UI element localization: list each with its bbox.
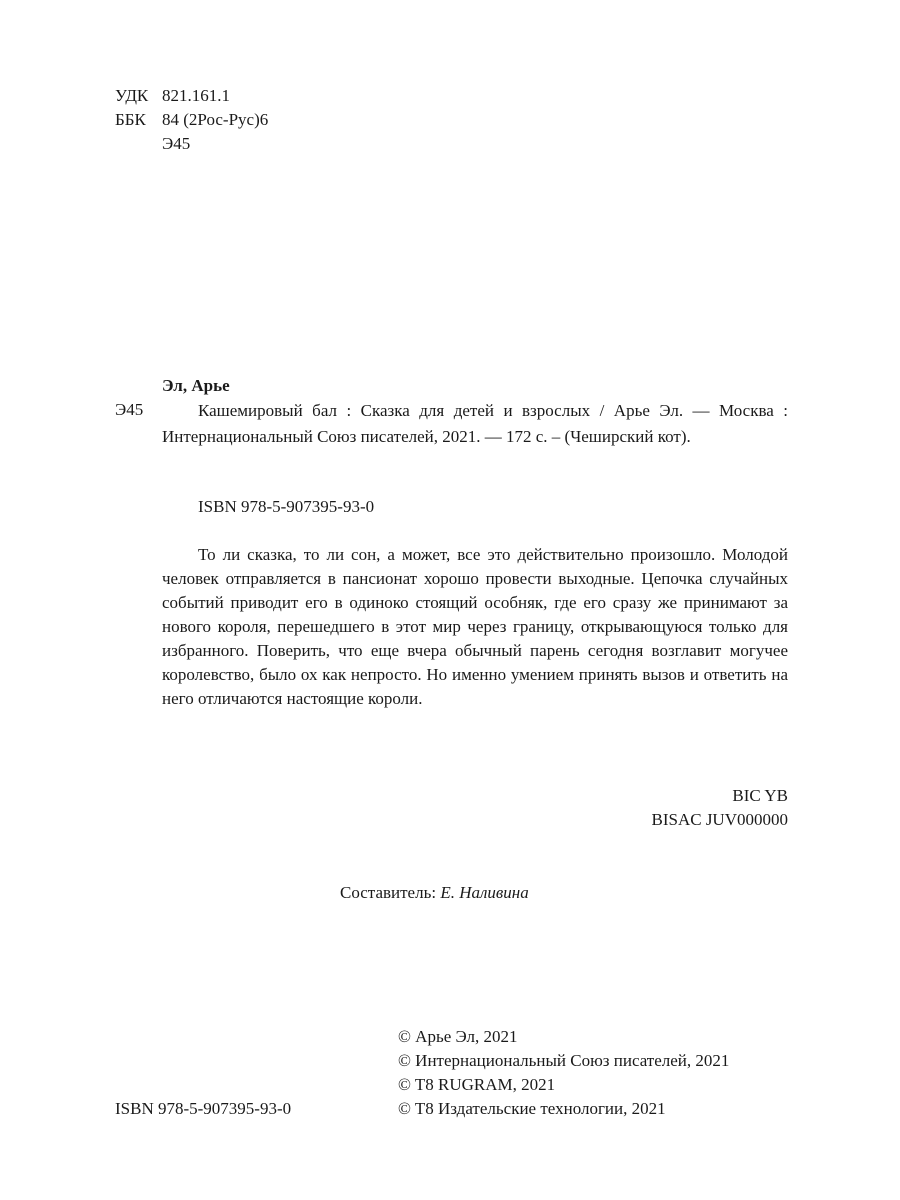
- udk-label: УДК: [115, 86, 149, 105]
- bbk-label: ББК: [115, 110, 146, 129]
- author-code: Э45: [115, 400, 144, 419]
- udk-value: 821.161.1: [162, 86, 230, 105]
- bbk-value: 84 (2Рос-Рус)6: [162, 110, 269, 129]
- compiler-line: [340, 881, 529, 905]
- compiler-name: Е. Наливина: [440, 883, 529, 902]
- bic-code: BIC YB: [732, 786, 788, 805]
- copyright-line: © Интернациональный Союз писателей, 2021: [398, 1051, 730, 1070]
- isbn-main: ISBN 978-5-907395-93-0: [198, 497, 375, 516]
- compiler-label: Составитель:: [340, 883, 437, 902]
- author-sign: Э45: [162, 134, 191, 153]
- annotation: То ли сказка, то ли сон, а может, все это действительно произошло. Молодой человек отправляется в пансионат хорошо провести выходные. Цепочка случайных событий приводит его в одиноко стоящий особняк, где его сразу же принимают за нового короля, перешедшего в этот мир через границу, открывающуюся только для избранного. Поверить, что еще вчера обычный парень сегодня возглавит могучее королевство, было ох как непросто. Но именно умением принять вызов и ответить на него отличаются настоящие короли.: [162, 545, 788, 708]
- copyright-line: © T8 RUGRAM, 2021: [398, 1075, 556, 1094]
- author-heading: Эл, Арье: [162, 376, 230, 395]
- copyright-line: © Арье Эл, 2021: [398, 1027, 518, 1046]
- bisac-code: BISAC JUV000000: [651, 810, 788, 829]
- isbn-bottom: ISBN 978-5-907395-93-0: [115, 1099, 292, 1118]
- bibliographic-description: Кашемировый бал : Сказка для детей и взрослых / Арье Эл. — Москва : Интернациональный Союз писателей, 2021. — 172 с. – (Чеширский кот).: [162, 401, 788, 446]
- copyright-line: © T8 Издательские технологии, 2021: [398, 1099, 666, 1118]
